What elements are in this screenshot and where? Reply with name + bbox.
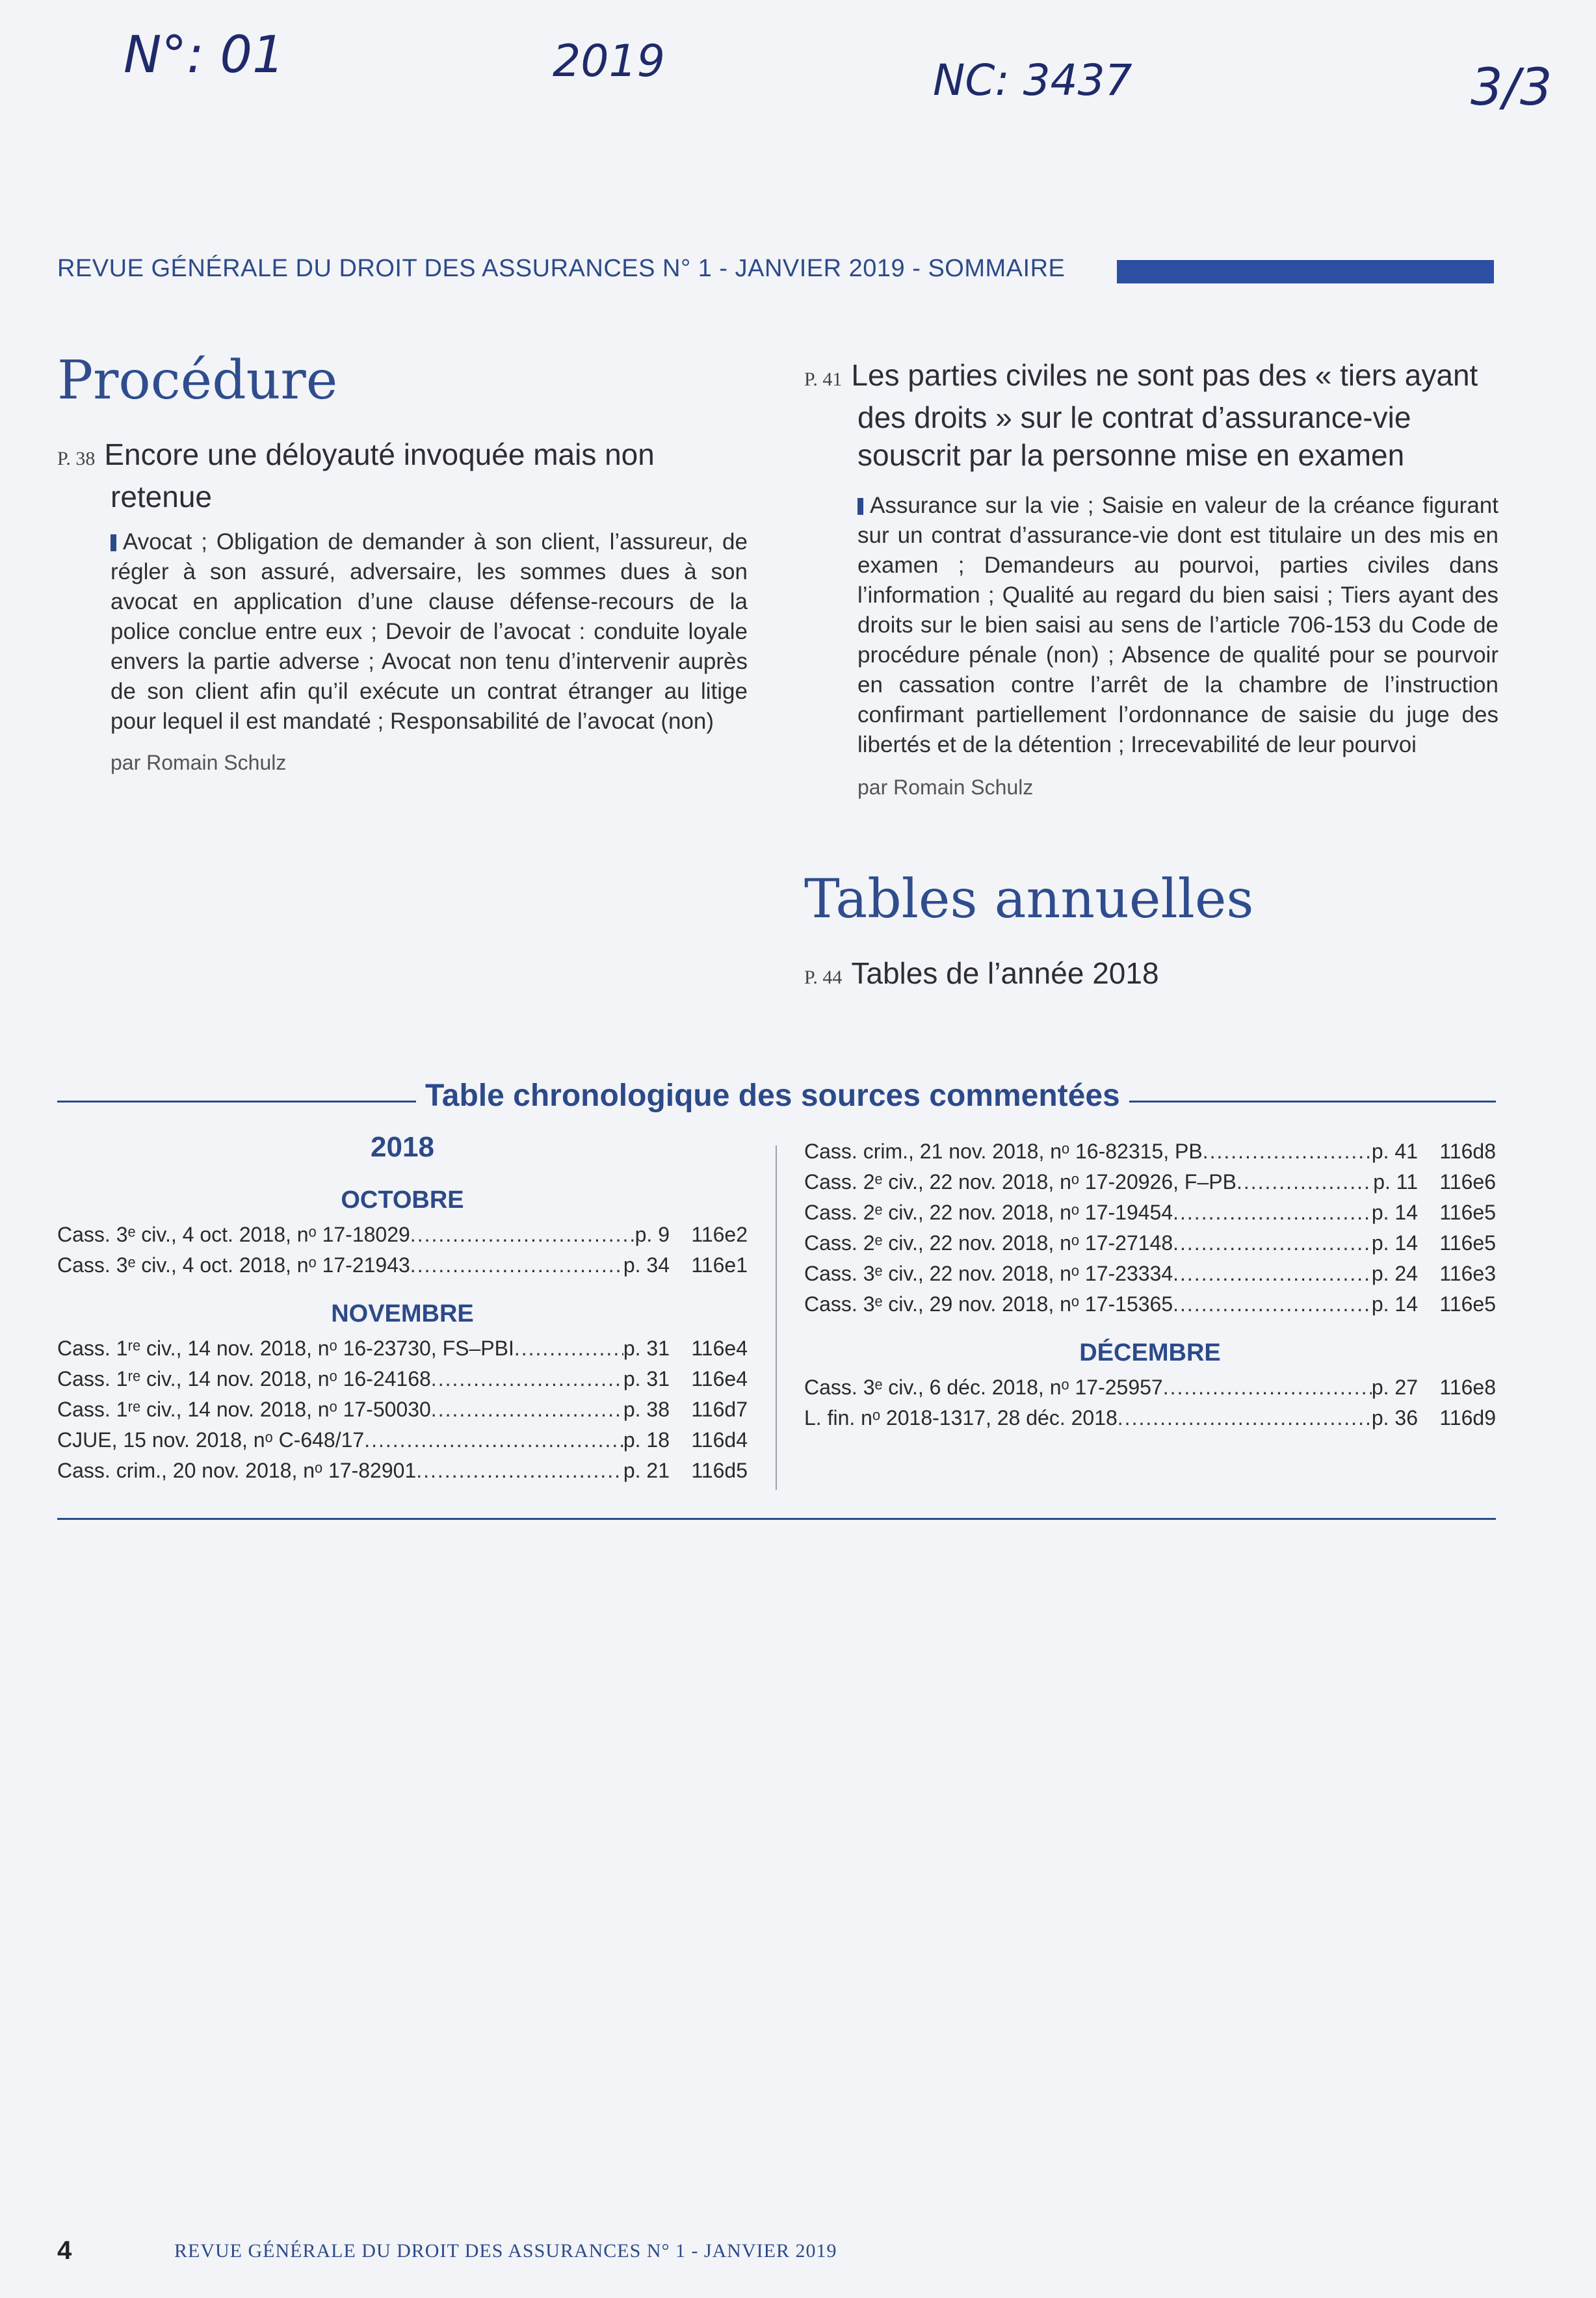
source-reference: Cass. 3ᵉ civ., 6 déc. 2018, nᵒ 17-25957: [804, 1376, 1163, 1399]
table-title: Table chronologique des sources commentées: [416, 1078, 1129, 1114]
bullet-square-icon: [111, 534, 116, 551]
tables-item: [804, 954, 1159, 997]
table-row: [804, 1136, 1496, 1167]
source-reference: Cass. 2ᵉ civ., 22 nov. 2018, nᵒ 17-19454: [804, 1201, 1173, 1224]
index-code: 116d4: [691, 1428, 748, 1452]
index-code: 116e5: [1439, 1231, 1496, 1255]
page-reference: p. 9: [634, 1223, 670, 1246]
leader-dots: [1236, 1167, 1373, 1197]
handwritten-nc: NC: 3437: [933, 55, 1132, 105]
source-reference: CJUE, 15 nov. 2018, nᵒ C-648/17: [57, 1428, 365, 1452]
leader-dots: [364, 1425, 623, 1456]
index-code: 116d5: [691, 1459, 748, 1482]
table-row: [57, 1250, 748, 1281]
source-reference: Cass. 2ᵉ civ., 22 nov. 2018, nᵒ 17-20926, F–PB: [804, 1170, 1236, 1194]
table-row: [57, 1425, 748, 1456]
page-ref: P. 41: [804, 369, 843, 390]
leader-dots: [1173, 1289, 1372, 1320]
handwritten-number: N°: 01: [124, 26, 285, 85]
page-reference: p. 24: [1371, 1262, 1418, 1285]
page-reference: p. 14: [1371, 1292, 1418, 1316]
table-year: 2018: [371, 1131, 434, 1163]
rows-decembre: [804, 1372, 1496, 1433]
table-row: [57, 1394, 748, 1425]
index-code: 116e2: [691, 1223, 748, 1246]
bullet-square-icon: [857, 498, 863, 515]
leader-dots: [431, 1364, 623, 1394]
page-reference: p. 11: [1373, 1170, 1418, 1194]
table-row: [57, 1220, 748, 1250]
table-row: [804, 1372, 1496, 1403]
index-code: 116e3: [1439, 1262, 1496, 1285]
index-code: 116d8: [1439, 1140, 1496, 1163]
handwritten-year: 2019: [553, 36, 666, 87]
header-bar: [1117, 260, 1494, 283]
table-column-divider: [776, 1145, 777, 1490]
table-row: [804, 1403, 1496, 1433]
leader-dots: [1173, 1197, 1372, 1228]
source-reference: L. fin. nᵒ 2018-1317, 28 déc. 2018: [804, 1406, 1118, 1430]
page-reference: p. 31: [623, 1367, 670, 1391]
article-body-text: Avocat ; Obligation de demander à son client, l’assureur, de régler à son assuré, adversaire, les sommes dues à son avocat en application d’une clause défense-recours de la police conclue entre eux ; Devoir de l’avocat : conduite loyale envers la partie adverse ; Avocat non tenu d’intervenir auprès de son client afin qu’il exécute un contrat étranger au litige pour lequel il est mandaté ; Responsabilité de l’avocat (non): [111, 529, 748, 734]
page-ref: P. 38: [57, 448, 96, 469]
footer-page-number: 4: [57, 2236, 72, 2265]
index-code: 116e1: [691, 1253, 748, 1277]
article-title-text: Encore une déloyauté invoquée mais non retenue: [104, 437, 655, 514]
source-reference: Cass. 3ᵉ civ., 4 oct. 2018, nᵒ 17-18029: [57, 1223, 410, 1246]
page-reference: p. 38: [623, 1398, 670, 1421]
month-decembre: DÉCEMBRE: [1079, 1339, 1221, 1366]
leader-dots: [1173, 1259, 1372, 1289]
leader-dots: [514, 1333, 623, 1364]
table-row: [57, 1456, 748, 1486]
source-reference: Cass. crim., 21 nov. 2018, nᵒ 16-82315, PB: [804, 1140, 1203, 1163]
article-body-text: Assurance sur la vie ; Saisie en valeur de la créance figurant sur un contrat d’assurance-vie dont est titulaire un des mis en examen ; Demandeurs au pourvoi, parties civiles dans l’information ; Qualité au regard du bien saisi ; Tiers ayant des droits sur le bien saisi au sens de l’article 706-153 du Code de procédure pénale (non) ; Absence de qualité pour se pourvoir en cassation contre l’arrêt de la chambre de l’instruction confirmant partiellement l’ordonnance de saisie du juge des libertés et de la détention ; Irrecevabilité de leur pourvoi: [857, 493, 1498, 757]
table-row: [57, 1364, 748, 1394]
index-code: 116e5: [1439, 1292, 1496, 1316]
rows-novembre-continued: [804, 1136, 1496, 1320]
tables-item-title: Tables de l’année 2018: [851, 956, 1159, 990]
month-octobre: OCTOBRE: [341, 1186, 464, 1214]
article-title-text: Les parties civiles ne sont pas des « tiers ayant des droits » sur le contrat d’assurance-vie souscrit par la personne mise en examen: [851, 358, 1478, 472]
leader-dots: [410, 1220, 635, 1250]
article-procedure: [57, 436, 748, 775]
source-reference: Cass. 3ᵉ civ., 4 oct. 2018, nᵒ 17-21943: [57, 1253, 410, 1277]
table-row: [804, 1289, 1496, 1320]
index-code: 116e5: [1439, 1201, 1496, 1224]
leader-dots: [410, 1250, 623, 1281]
rows-octobre: [57, 1220, 748, 1281]
leader-dots: [1118, 1403, 1372, 1433]
source-reference: Cass. 1ʳᵉ civ., 14 nov. 2018, nᵒ 16-23730, FS–PBI: [57, 1337, 514, 1360]
page-ref: P. 44: [804, 967, 843, 988]
page-reference: p. 27: [1371, 1376, 1418, 1399]
table-row: [804, 1259, 1496, 1289]
page-reference: p. 31: [623, 1337, 670, 1360]
rows-novembre: [57, 1333, 748, 1486]
table-right-column: [804, 1136, 1496, 1433]
source-reference: Cass. 3ᵉ civ., 22 nov. 2018, nᵒ 17-23334: [804, 1262, 1173, 1285]
page-reference: p. 21: [623, 1459, 670, 1482]
page-reference: p. 36: [1371, 1406, 1418, 1430]
month-novembre: NOVEMBRE: [331, 1300, 474, 1327]
header-title: REVUE GÉNÉRALE DU DROIT DES ASSURANCES N° 1 - JANVIER 2019 - SOMMAIRE: [57, 255, 1066, 282]
leader-dots: [416, 1456, 623, 1486]
index-code: 116e4: [691, 1367, 748, 1391]
page-reference: p. 34: [623, 1253, 670, 1277]
index-code: 116d9: [1439, 1406, 1496, 1430]
section-title-tables-annuelles: Tables annuelles: [804, 868, 1254, 930]
article-title: [57, 436, 748, 516]
leader-dots: [1173, 1228, 1372, 1259]
page-reference: p. 14: [1371, 1201, 1418, 1224]
leader-dots: [431, 1394, 623, 1425]
page-reference: p. 18: [623, 1428, 670, 1452]
table-row: [804, 1197, 1496, 1228]
footer-journal-title: REVUE GÉNÉRALE DU DROIT DES ASSURANCES N° 1 - JANVIER 2019: [174, 2240, 837, 2262]
article-body: [111, 527, 748, 737]
index-code: 116e6: [1439, 1170, 1496, 1194]
article-parties-civiles: [804, 356, 1498, 800]
table-left-column: [57, 1186, 748, 1486]
handwritten-page: 3/3: [1471, 59, 1552, 117]
table-bottom-rule: [57, 1518, 1496, 1520]
article-title: [804, 356, 1498, 474]
index-code: 116e4: [691, 1337, 748, 1360]
section-title-procedure: Procédure: [57, 350, 338, 411]
table-row: [804, 1228, 1496, 1259]
source-reference: Cass. crim., 20 nov. 2018, nᵒ 17-82901: [57, 1459, 417, 1482]
article-author: par Romain Schulz: [857, 776, 1034, 799]
source-reference: Cass. 1ʳᵉ civ., 14 nov. 2018, nᵒ 17-50030: [57, 1398, 431, 1421]
leader-dots: [1163, 1372, 1372, 1403]
table-row: [804, 1167, 1496, 1197]
page-reference: p. 41: [1371, 1140, 1418, 1163]
index-code: 116d7: [691, 1398, 748, 1421]
article-author: par Romain Schulz: [111, 751, 287, 774]
leader-dots: [1203, 1136, 1372, 1167]
source-reference: Cass. 1ʳᵉ civ., 14 nov. 2018, nᵒ 16-24168: [57, 1367, 431, 1391]
article-body: [857, 491, 1498, 760]
index-code: 116e8: [1439, 1376, 1496, 1399]
table-row: [57, 1333, 748, 1364]
page-reference: p. 14: [1371, 1231, 1418, 1255]
source-reference: Cass. 3ᵉ civ., 29 nov. 2018, nᵒ 17-15365: [804, 1292, 1173, 1316]
source-reference: Cass. 2ᵉ civ., 22 nov. 2018, nᵒ 17-27148: [804, 1231, 1173, 1255]
